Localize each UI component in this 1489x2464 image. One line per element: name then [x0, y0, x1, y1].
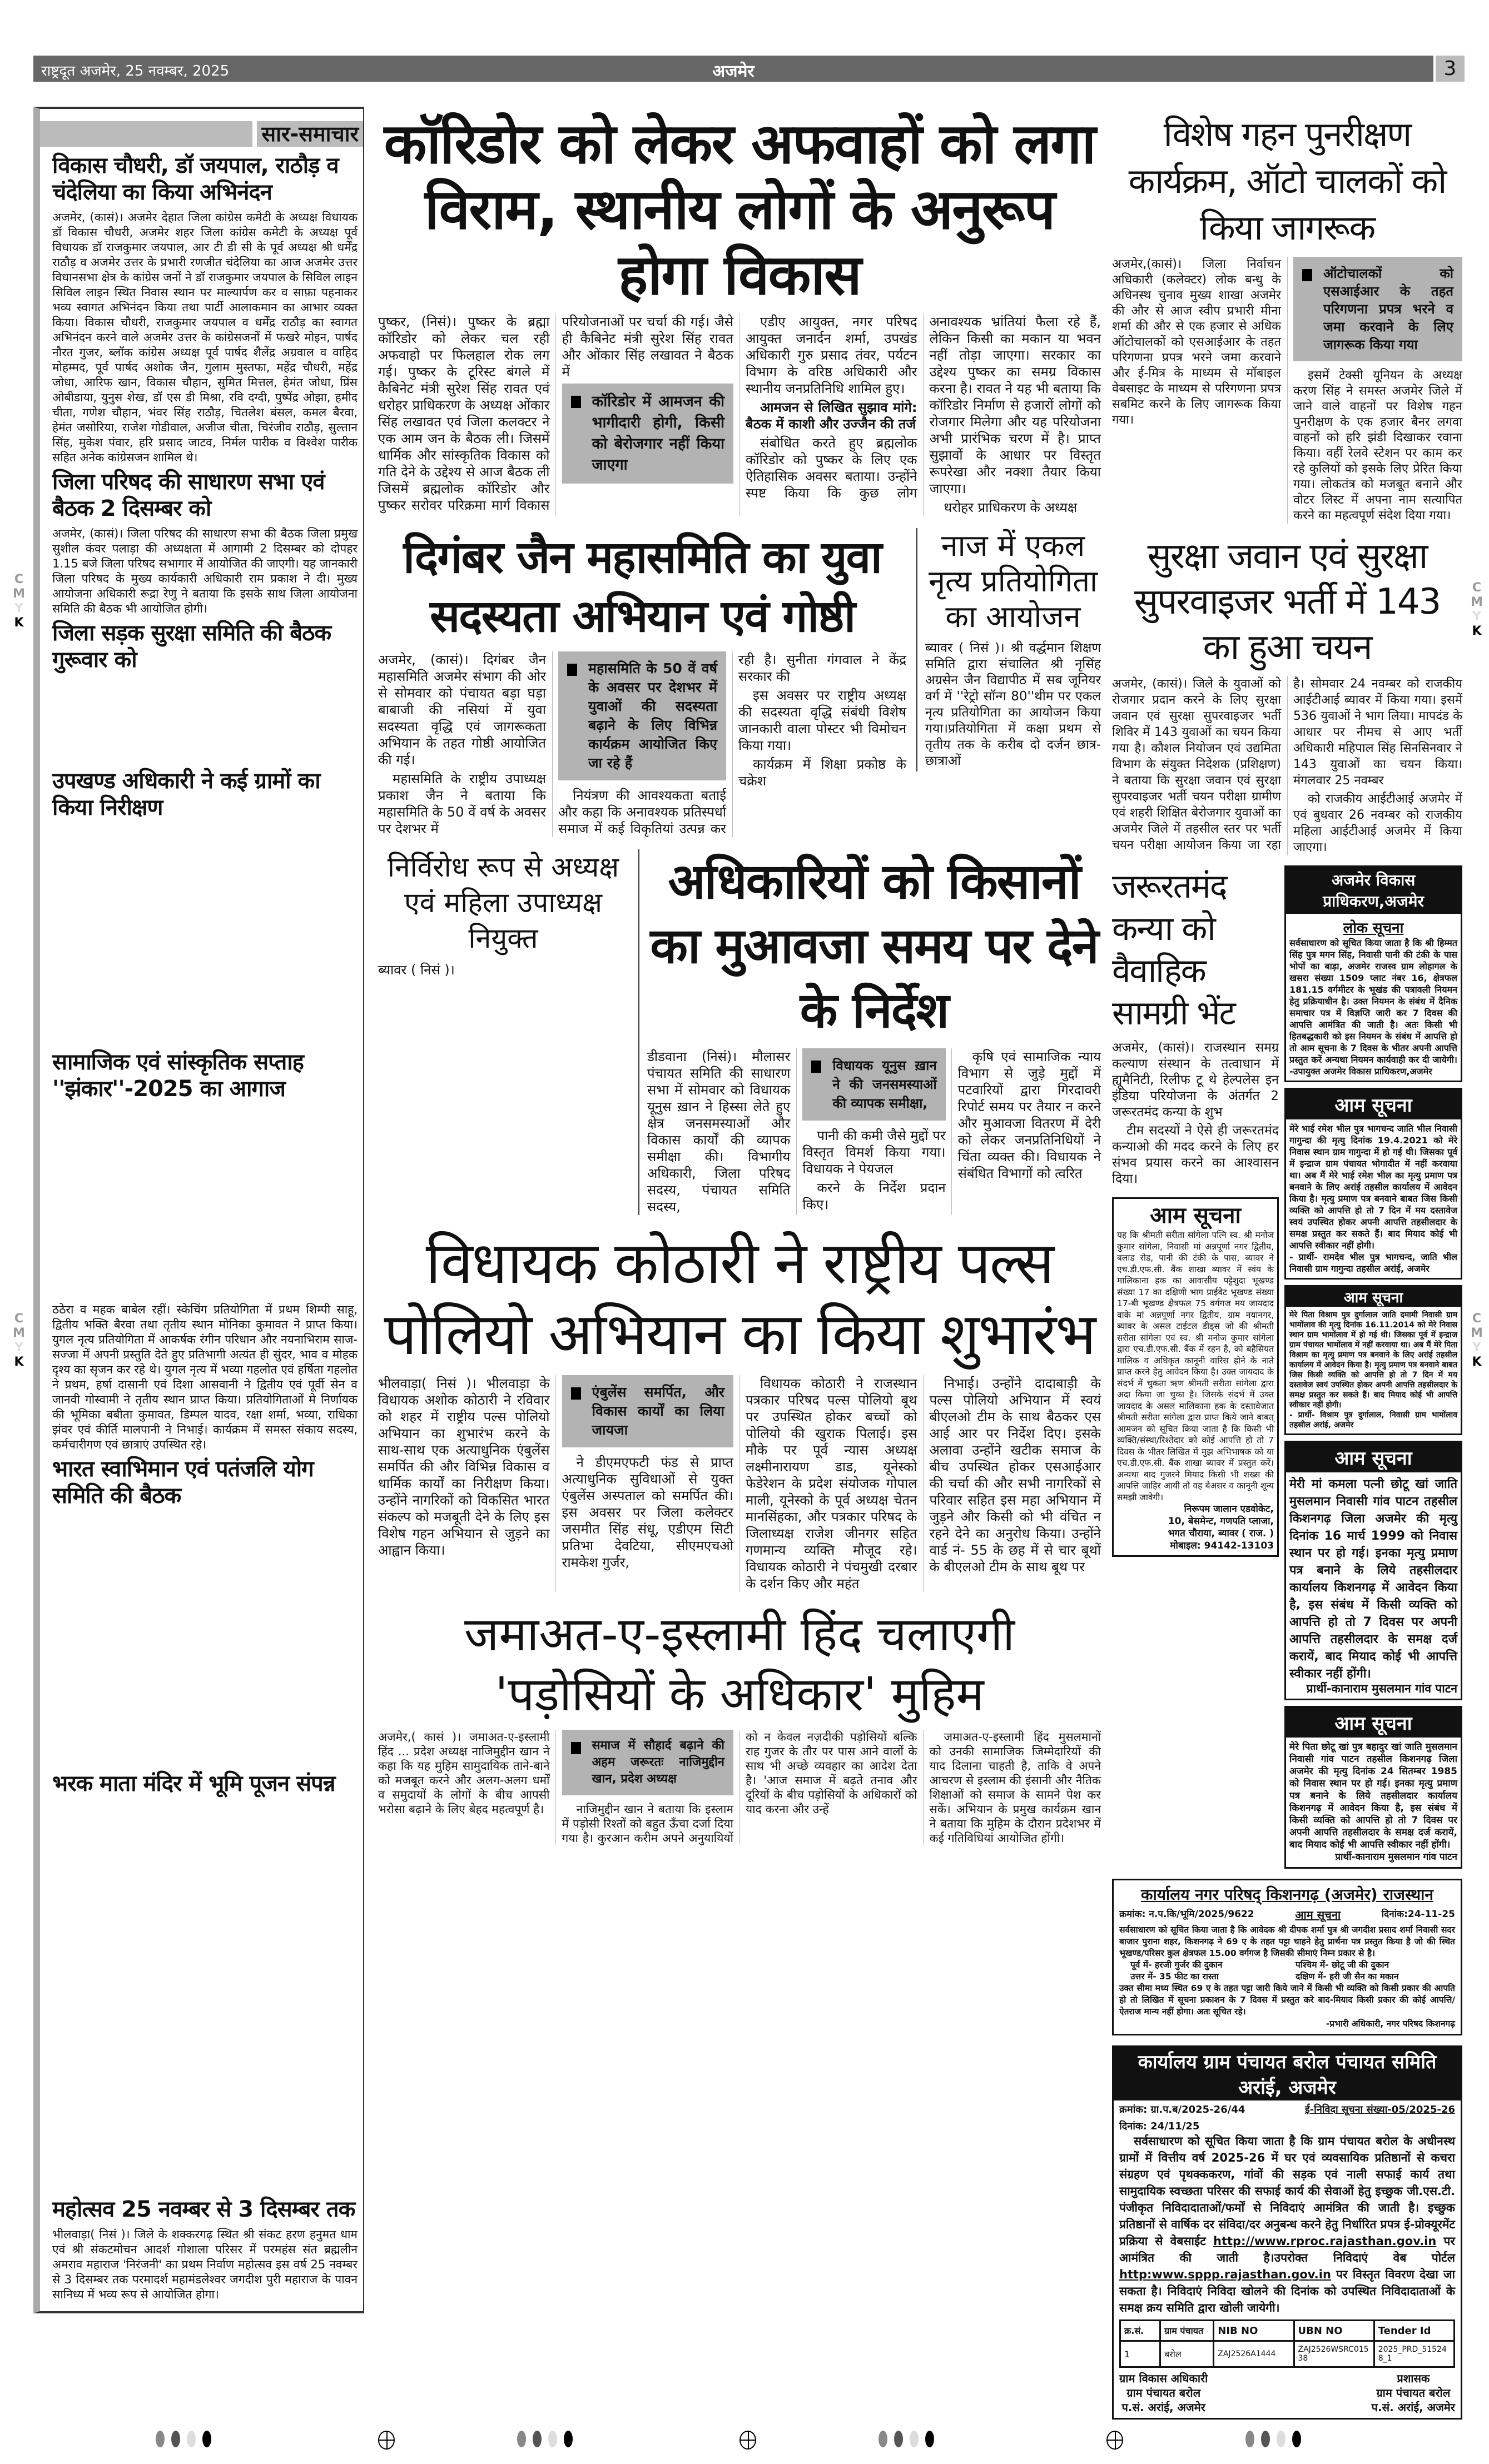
jamaat-highlight: समाज में सौहार्द बढ़ाने की अहम जरूरतः नाजिमुद्दीन खान, प्रदेश अध्यक्ष — [562, 1730, 734, 1795]
public-notice: आम सूचना मेरे भाई रमेश भील पुत्र भागचन्द जाति भील निवासी गागुन्दा की मृत्यु दिनांक 19.4.2021 को मेरे निवास स्थान ग्राम गागुन्दा में हो गई थी। जिसका पूर्व में इन्द्राज ग्राम पंचायत भोगादीत में नहीं करवाया था। अब मैं मेरे भाई रमेश भील का मृत्यु प्रमाण पत्र बनवाने के लिए अरांई तहसील कार्यालय में आवेदन किया है। मृत्यु प्रमाण पत्र बनवाने बाबत जिस किसी व्यक्ति को आपत्ति हो तो 7 दिन में मय दस्तावेज स्वयं उपस्थित होकर अपनी आपत्ति तहसीलदार के समक्ष प्रस्तुत कर सकते हैं। बाद मियाद कोई भी आपत्ति स्वीकार नहीं होगी। - प्रार्थी- रामदेव भील पुत्र भागचन्द, जाति भील निवासी ग्राम गागुन्दा तहसील अरांई, अजमेर — [1284, 1088, 1462, 1280]
page-header — [33, 56, 1433, 82]
brief-story: जिला सड़क सुरक्षा समिति की बैठक गुरूवार को — [52, 620, 331, 673]
registration-target-icon — [1106, 2431, 1123, 2450]
polio-highlight: एंबुलेंस समर्पित, और विकास कार्यों का लिया जायजा — [562, 1375, 734, 1447]
sir-body: अजमेर,(कासं)। जिला निर्वाचन अधिकारी (कलेक्टर) लोक बन्धु के अधिनस्थ चुनाव मुख्य शाखा अजमेर की और से आज स्वीप प्रभारी मीना शर्मा की और से एक हजार से अधिक ऑटोचालकों को एसआईआर के तहत परिगणना प्रपत्र भरने जमा करवाने और ई-मित्र के माध्यम से मॉबाइल वेबसाइट के माध्यम से परिगणना प्रपत्र सबमिट करने के लिए जागरूक किया गया। ऑटोचालकों को एसआईआर के तहत परिगणना प्रपत्र भरने व जमा करवाने के लिए जागरूक किया गया इसमें टेक्सी यूनियन के अध्यक्ष करण सिंह ने समस्त अजमेर जिले में जाने वाले वाहनों पर विशेष गहन पुनरीक्षण के एक हजार बैनर लगवा वाहनों को हरि झंडी दिखाकर रवाना किया। वहीं रेलवे स्टेशन पर काम कर रहे कुलियों को इसके लिए प्रेरित किया गया। लोकतंत्र को मजबूत बनाने और वोटर लिस्ट में अपना नाम सत्यापित करने का महत्वपूर्ण संदेश दिया गया। — [1112, 257, 1462, 522]
public-notice: आम सूचना मेरे पिता विश्राम पुत्र दुर्गालाल जाति दमामी निवासी ग्राम भामोंलाव की मृत्यु दिनांक 16.11.2014 को मेरे निवास स्थान ग्राम भामोंलाव में हो गई थी। जिसका पूर्व में इन्द्राज ग्राम पंचायत भामोंलाव में नहीं करवाया था। अब मैं मेरे पिता विश्राम का मृत्यु प्रमाण पत्र बनवाने के लिए अरांई तहसील कार्यालय में आवेदन किया है। मृत्यु प्रमाण पत्र बनवाने बाबत जिस किसी व्यक्ति को आपत्ति हो तो 7 दिन में मय दस्तावेज स्वयं उपस्थित होकर अपनी आपत्ति तहसीलदार के समक्ष प्रस्तुत कर सकते हैं। बाद मियाद कोई भी आपत्ति स्वीकार नहीं होगी। - प्रार्थी- विश्राम पुत्र दुर्गालाल, निवासी ग्राम भामोंलाव तहसील अरांई, अजमेर — [1284, 1285, 1462, 1435]
tender-table: क्र.सं. ग्राम पंचायत NIB NO UBN NO Tender Id 1 बरोल ZAJ2526A1444 ZAJ2526WSRC01538 2025_PRD_515248_1 — [1119, 2319, 1455, 2368]
right-column-area — [1112, 111, 1462, 2420]
brief-story: भारत स्वाभिमान एवं पतंजलि योग समिति की बैठक — [52, 1456, 314, 1509]
rproc-link[interactable]: http://www.rproc.rajasthan.gov.in — [1213, 2234, 1437, 2248]
right-subcolumn-left — [1112, 865, 1279, 1557]
story-row — [378, 528, 1101, 837]
kanya-headline: जरूरतमंद कन्या को वैवाहिक सामग्री भेंट — [1112, 867, 1235, 1033]
registration-target-icon — [739, 2431, 756, 2450]
compensation-story — [638, 849, 1101, 1215]
cmyk-mark: C M Y K — [1471, 581, 1483, 638]
right-subcolumn-ads — [1284, 865, 1462, 1869]
jamaat-headline: जमाअत-ए-इस्लामी हिंद चलाएगी 'पड़ोसियों के अधिकार' मुहिम — [464, 1607, 1015, 1721]
lead-headline: कॉरिडोर को लेकर अफवाहों को लगा विराम, स्थानीय लोगों के अनुरूप होगा विकास — [384, 111, 1095, 307]
brief-story: उपखण्ड अधिकारी ने कई ग्रामों का किया निरीक्षण — [52, 768, 320, 820]
ada-public-notice: अजमेर विकास प्राधिकरण,अजमेर लोक सूचना सर्वसाधारण को सूचित किया जाता है कि श्री हिम्मत सिंह पुत्र मगन सिंह, निवासी पानी की टंकी के पास भोपों का बाड़ा, अजमेर राजस्व ग्राम लोहागल के खसरा संख्या 1509 प्लाट नंबर 16, क्षेत्रफल 181.15 वर्गमीटर के भूखंड की पत्रावली नियमन हेतु प्रक्रियाधीन है। उक्त नियमन के संबंध में दैनिक समाचार पत्र में विज्ञप्ति जारी कर 7 दिवस की आपत्ति आमंत्रित की जाती है। अतः किसी भी हितबद्धकारी को इस नियमन के संबंध में आपत्ति हो तो आम सूचना के 7 दिवस के भीतर अपनी आपत्ति प्रस्तुत करें अन्यथा नियमन कार्यवाही कर दी जायेगी। -उपायुक्त अजमेर विकास प्राधिकरण,अजमेर — [1284, 865, 1462, 1082]
registration-target-icon — [378, 2431, 395, 2450]
cmyk-mark: C M Y K — [13, 1312, 25, 1369]
lead-story-body: पुष्कर, (निसं)। पुष्कर के ब्रह्मा कॉरिडोर को लेकर चल रही अफवाहो पर फिलहाल रोक लग गई। पुष्कर के टूरिस्ट बंगले में कैबिनेट मंत्री सुरेश सिंह रावत एवं धरोहर प्राधिकरण के अध्यक्ष ओंकार सिंह लखावत एवं जिला कलक्टर ने एक आम जन के बैठक ली। जिसमें धार्मिक और सांस्कृतिक विकास को गति देने के उद्देश्य से आज बैठक ली जिसमें ब्रह्मलोक कॉरिडोर और पुष्कर सरोवर परिक्रमा मार्ग विकास परियोजनाओं पर चर्चा की गई। जैसे ही कैबिनेट मंत्री सुरेश सिंह रावत और ओंकार सिंह लखावत ने बैठक में कॉरिडोर में आमजन की भागीदारी होगी, किसी को बेरोजगार नहीं किया जाएगा एडीए आयुक्त, नगर परिषद आयुक्त जनार्दन शर्मा, उपखंड अधिकारी गुरु प्रसाद तंवर, पर्यटन विभाग के वरिष्ठ अधिकारी और स्थानीय जनप्रतिनिधि शामिल हुए। आमजन से लिखित सुझाव मांगे: बैठक में काशी और उज्जैन की तर्ज संबोधित करते हुए ब्रह्मलोक कॉरिडोर को पुष्कर के लिए एक ऐतिहासिक अवसर बताया। उन्होंने स्पष्ट किया कि कुछ लोग अनावश्यक भ्रांतियां फैला रहे हैं, लेकिन किसी का मकान या भवन नहीं तोड़ा जाएगा। सरकार का उद्देश्य पुष्कर का समग्र विकास करना है। रावत ने यह भी बताया कि कॉरिडोर निर्माण से हजारों लोगों को रोजगार मिलेगा और यह परियोजना अभी प्रारंभिक चरण में है। प्राप्त सुझावों के आधार पर विस्तृत रूपरेखा और नक्शा तैयार किया जाएगा। धरोहर प्राधिकरण के अध्यक्ष — [378, 314, 1101, 515]
dateline: राष्ट्रदूत अजमेर, 25 नवम्बर, 2025 — [41, 63, 230, 79]
digambar-highlight: महासमिति के 50 वें वर्ष के अवसर पर देशभर में युवाओं की सदस्यता बढ़ाने के लिए विभिन्न कार्यक्रम आयोजित किए जा रहे हैं — [558, 651, 726, 780]
cmyk-mark: C M Y K — [1471, 1312, 1483, 1369]
kanya-body: अजमेर, (कासं)। राजस्थान समग्र कल्याण संस्थान के तत्वाधान में ह्यूमैनिटी, रिलीफ टू थे हेल्पलेस इन इंडिया परियोजना के अंतर्गत 2 जरूरतमंद कन्या के शुभ टीम सदस्यों ने ऐसे ही जरूरतमंद कन्याओ की मदद करने के लिए हर संभव प्रयास करने का आश्वासन दिया। — [1112, 1041, 1279, 1186]
brief-story: महोत्सव 25 नवम्बर से 3 दिसम्बर तक भीलवाड़ा( निसं )। जिले के शक्करगढ़ स्थित श्री संकट हरण हनुमत धाम एवं श्री संकटमोचन आदर्श गोशाला परिसर में परमहंस संत ब्रह्मलीन अमराव महाराज 'निरंजनी' का प्रथम निर्वाण महोत्सव इस वर्ष 25 नवम्बर से 3 दिसम्बर तक परमादर्श महामंडलेश्वर जगदीश पुरी महाराज के पावन सानिध्य में भव्य रूप से आयोजित होगा। — [52, 2197, 358, 2301]
naaz-story — [916, 528, 1101, 771]
sppp-link[interactable]: http:www.sppp.rajasthan.gov.in — [1119, 2268, 1331, 2281]
signatory-right: प्रशासक ग्राम पंचायत बरोल प.सं. अरांई, अजमेर — [1371, 2372, 1455, 2414]
sir-highlight: ऑटोचालकों को एसआईआर के तहत परिगणना प्रपत्र भरने व जमा करवाने के लिए जागरूक किया गया — [1293, 257, 1462, 361]
jamaat-story — [378, 1604, 1101, 1845]
brief-story: सामाजिक एवं सांस्कृतिक सप्ताह ''झंकार''-2025 का आगाज ठठेरा व महक बाबेल रहीं। स्केचिंग प्रतियोगिता में प्रथम शिम्पी साहू, द्वितीय भक्ति बैरवा तथा तृतीय स्थान मोनिका कुमावत ने प्राप्त किया। युगल नृत्य प्रतियोगिता में आकर्षक रंगीन परिधान और नयनाभिराम साज-सज्जा में अपनी प्रस्तुति देते हुए प्रतिभागी अत्यंत ही सुंदर, भाव व मोहक दृश्य का सृजन कर रहे थे। युगल नृत्य में भव्या गहलोत एवं हर्षिता गहलोत ने प्रथम, हर्षा दासानी एवं दिशा आसवानी ने द्वितीय एवं पूर्वी सेन व जानवी गोस्वामी ने तृतीय स्थान प्राप्त किया। प्रतियोगिताओं मे निर्णायक की भूमिका बबीता कुमावत, डिम्पल यादव, रक्षा शर्मा, भव्या, राधिका झंवर एवं कीर्ति मालपानी ने निभाई। कार्यक्रम में समस्त संकाय सदस्य, कर्मचारीगण एवं छात्राएं उपस्थित रहे। — [52, 1049, 358, 1451]
lead-highlight: कॉरिडोर में आमजन की भागीदारी होगी, किसी को बेरोजगार नहीं किया जाएगा — [562, 384, 734, 484]
lead-story — [378, 111, 1101, 516]
suraksha-story — [1112, 534, 1462, 855]
color-bar — [517, 2431, 573, 2447]
e-tender-notice: कार्यालय ग्राम पंचायत बरोल पंचायत समिति अरांई, अजमेर क्रमांक: ग्रा.प.ब/2025-26/44 ई-निविदा सूचना संख्या-05/2025-26 दिनांक: 24/11/25 सर्वसाधारण को सूचित किया जाता है कि ग्राम पंचायत बरोल के अधीनस्थ ग्रामों में वित्तीय वर्ष 2025-26 में घर एवं व्यवसायिक प्रतिष्ठानों से कचरा संग्रहण एवं पृथक्ककरण, गांवों की सड़क एवं नाली सफाई कार्य तथा सामुदायिक स्वच्छता परिसर की सफाई कार्य की सेवाओं हेतु इच्छुक जी.एस.टी. पंजीकृत निविदादाताओं/फर्मों से निविदाएं आमंत्रित की जाती है। इच्छुक प्रतिष्ठानों से वार्षिक दर संविदा/दर अनुबन्ध करने हेतु निर्धारित प्रपत्र ई-प्रोक्यूरमेंट प्रक्रिया से वेबसाईट http://www.rproc.rajasthan.gov.in पर आमंत्रित की जाती है।उपरोक्त निविदाएं वेब पोर्टल http:www.sppp.rajasthan.gov.in पर विस्तृत विवरण देखा जा सकता है। निविदाएं निविदा खोलने की दिनांक को उपस्थित निविदादाताओं के समक्ष क्रय समिति द्वारा खोली जायेगी। क्र.सं. ग्राम पंचायत NIB NO UBN NO Tender Id 1 बरोल ZAJ2526A1444 ZAJ2526WSRC01538 2025_PRD_515248_1 ग्राम विकास अधिकारी ग्राम पंचायत बरोल प.सं. अरांई, अजमेर प्रशासक ग्राम पंचायत बरोल प.सं. अरांई, अजमेर — [1112, 2045, 1462, 2420]
advocate-notice: आम सूचना यह कि श्रीमती सरीता सांगेला पत्नि स्व. श्री मनोज कुमार सांगेला, निवासी मां अन्नपूर्णा नगर द्वितीय, बलाड रोड, पानी की टंकी के पास, ब्यावर ने एच.डी.एफ.सी. बैंक शाखा ब्यावर में स्वंय के मालिकाना हक का आवासीय पट्टेशुदा भूखण्ड संख्या 17 का दक्षिणी भाग प्राईवेट भूखण्ड संख्या 17-बी भूखण्ड क्षैत्रफल 75 वर्गगज मय जायदाद वाके मां अन्नपूर्णा नगर द्वितीय, ग्राम नयानगर, ब्यावर के असल टाईटल डीड्स जो की श्रीमती सरीता सांगेला एवं स्व. श्री मनोज कुमार सांगेला द्वारा एच.डी.एफ.सी. बैंक में रहन है, को बहैसियत मालिक व अधिकृत कानूनी वारिस होने के नाते प्राप्त करने हेतु आवेदन किया है। उक्त जायदाद के संदर्भ में चुकता ऋण श्रीमती सरीता सांगेला द्वारा अदा किया जा चुका है। जिसके संदर्भ में उक्त जायदाद के असल मालिकाना हक के दस्तावेजात श्रीमती सरीता सांगेला द्वारा प्राप्त किये जाने बाबत् आमजन को सूचित किया जाता है कि किसी भी व्यक्ति/संस्था/रिश्तेदार को कोई आपत्ति हो तो 7 दिवस के भीतर लिखित में मुझ अभिभाषक को या एच.डी.एफ.सी. बैंक शाखा ब्यावर में प्रस्तुत करें। अन्यथा बाद गुजरने मियाद किसी भी शख्स की आपत्ति जाहिर आयी तो वह बेअसर व कानूनी शून्य समझी जावेगी। निरूपम जालान एडवोकेट, 10, बेसमेन्ट, गणपति प्लाजा, भगत चौराया, ब्यावर ( राज. ) मोबाइल: 94142-13103 — [1112, 1197, 1279, 1557]
suraksha-body: अजमेर, (कासं)। जिले के युवाओं को रोजगार प्रदान करने के लिए सुरक्षा जवान एवं सुरक्षा सुपरवाइजर भर्ती शिविर में 143 युवाओं का चयन किया गया है। कौशल नियोजन एवं उद्यमिता विभाग के संयुक्त निदेशक (प्रशिक्षण) ने बताया कि सुरक्षा जवान एवं सुरक्षा सुपरवाइजर भर्ती चयन परीक्षा ग्रामीण एवं शहरी शिक्षित बेरोजगार युवाओं का अजमेर जिले में तहसील स्तर पर भर्ती चयन परीक्षा आयोजन किया जा रहा है। सोमवार 24 नवम्बर को राजकीय आईटीआई ब्यावर में किया गया। इसमें 536 युवाओं ने भाग लिया। मापदंड के आधार पर नीमच से आए भर्ती अधिकारी महिपाल सिंह सिनसिनवार ने 143 युवाओं का चयन किया। मंगलवार 25 नवम्बर को राजकीय आईटीआई अजमेर में एवं बुधवार 26 नवम्बर को राजकीय महिला आईटीआई अजमेर में किया जाएगा। — [1112, 677, 1462, 854]
section-tag: सार-समाचार — [40, 121, 363, 147]
compensation-highlight: विधायक यूनुस ख़ान ने की जनसमस्याओं की व्यापक समीक्षा, — [802, 1048, 945, 1121]
news-brief-column — [33, 107, 364, 2313]
polio-story — [378, 1227, 1101, 1592]
brief-story: भरक माता मंदिर में भूमि पूजन संपन्न — [52, 1771, 335, 1796]
nirvirodh-body: ब्यावर ( निसं )। — [378, 962, 455, 978]
compensation-body: डीडवाना (निसं)। मौलासर पंचायत समिति की साधारण सभा में सोमवार को विधायक यूनुस ख़ान ने हिस्सा लेते हुए क्षेत्र जनसमस्याओं और विकास कार्यों की व्यापक समीक्षा की। विभागीय अधिकारी, जिला परिषद सदस्य, पंचायत समिति सदस्य, विधायक यूनुस ख़ान ने की जनसमस्याओं की व्यापक समीक्षा, पानी की कमी जैसे मुद्दों पर विस्तृत विमर्श किया गया। विधायक ने पेयजल करने के निर्देश प्रदान किए। कृषि एवं सामाजिक न्याय विभाग से जुड़े मुद्दों में पटवारियों द्वारा गिरदावरी रिपोर्ट समय पर तैयार न करने और मुआवजा वितरण में देरी को लेकर जनप्रतिनिधियों ने चिंता व्यक्त की। विधायक ने संबंधित विभागों को त्वरित — [647, 1049, 1101, 1214]
brief-story: जिला परिषद की साधारण सभा एवं बैठक 2 दिसम्बर को अजमेर, (कासं)। जिला परिषद की साधारण सभा की बैठक जिला प्रमुख सुशील कंवर पलाड़ा की अध्यक्षता में आगामी 2 दिसम्बर को दोपहर 1.15 बजे जिला परिषद सभागार में आयोजित की जाएगी। यह जानकारी जिला परिषद के मुख्य कार्यकारी अधिकारी राम प्रकाश ने दी। मुख्य आयोजना अधिकारी रूद्रा रेणु ने बताया कि इसके साथ जिला आयोजना समिति की बैठक भी आयोजित होगी। — [52, 469, 358, 615]
naaz-headline: नाज में एकल नृत्य प्रतियोगिता का आयोजन — [928, 528, 1098, 634]
main-news-area — [378, 111, 1101, 1845]
sir-story — [1112, 111, 1462, 524]
nirvirodh-story — [378, 849, 628, 980]
polio-body: भीलवाड़ा( निसं )। भीलवाड़ा के विधायक अशोक कोठारी ने रविवार को शहर में राष्ट्रीय पल्स पोलियो अभियान का शुभारंभ करने के साथ-साथ एक अत्याधुनिक एंबुलेंस समर्पित की और विभिन्न विकास व धार्मिक कार्यों का निरीक्षण किया। उन्होंने नागरिकों को विकसित भारत संकल्प को मजबूती देने के लिए इस विशेष गहन अभियान से जुड़ने का आह्वान किया। एंबुलेंस समर्पित, और विकास कार्यों का लिया जायजा ने डीएमएफटी फंड से प्राप्त अत्याधुनिक सुविधाओं से युक्त एंबुलेंस अस्पताल को समर्पित की। इस अवसर पर जिला कलेक्टर जसमीत सिंह संधू, एडीएम सिटी प्रतिभा देवटिया, सीएमएचओ रामकेश गुर्जर, विधायक कोठारी ने राजस्थान पत्रकार परिषद पल्स पोलियो बूथ पर उपस्थित होकर बच्चों को पोलियो की खुराक पिलाई। इस मौके पर पूर्व न्यास अध्यक्ष लक्ष्मीनारायण डाड, यूनेस्को फेडेरेशन के प्रदेश संयोजक गोपाल माली, यूनेस्को के पूर्व अध्यक्ष चेतन मानसिंहका, और पत्रकार परिषद के जिलाध्यक्ष राजेश जीनगर सहित गणमान्य व्यक्ति मौजूद रहे। विधायक कोठारी ने पंचमुखी दरबार के दर्शन किए और महंत निभाई। उन्होंने दादाबाड़ी के पल्स पोलियो अभियान में स्वयं बीएलओ टीम के साथ बैठकर एस आई आर पर निर्देश दिए। इसके अलावा उन्होंने खटीक समाज के बीच उपस्थित होकर एसआईआर की चर्चा की और सभी नागरिकों से परिवार सहित इस महा अभियान में जुड़ने और किसी को भी वंचित न रहने देने का अनुरोध किया। उन्होंने वार्ड नं- 55 के छह में से चार बूथों के बीएलओ टीम के साथ बूथ पर — [378, 1376, 1101, 1591]
brief-story: विकास चौधरी, डॉ जयपाल, राठौड़ व चंदेलिया का किया अभिनंदन अजमेर, (कासं)। अजमेर देहात जिला कांग्रेस कमेटी के अध्यक्ष विधायक डॉ विकास चौधरी, अजमेर शहर जिला कांग्रेस कमेटी के अध्यक्ष पूर्व विधायक डॉ राजकुमार जयपाल, आर टी डी सी के पूर्व अध्यक्ष श्री धर्मेंद्र राठौड़ व अजमेर उत्तर के प्रभारी रणजीत चंदेलिया का आज अजमेर उत्तर विधानसभा क्षेत्र के कांग्रेस जनों ने डॉ राजकुमार जयपाल के सिविल लाइन सिविल लाइन स्थित निवास स्थान पर माल्यार्पण कर व साफ़ा पहनाकर भव्य स्वागत अभिनंदन किया तथा पार्टी आलाकमान का आभार व्यक्त किया। विकास चौधरी, राजकुमार जयपाल व धर्मेंद्र राठौड़ का स्वागत अभिनंदन करने वाले अजमेर उत्तर के कांग्रेसजनों में फखरे मोइन, पार्षद नौरत गुजर, ब्लॉक कांग्रेस अध्यक्ष पूर्व पार्षद शैलेंद्र अग्रवाल व वाहिद मोहम्मद, पूर्व पार्षद अशोक जैन, गुलाम मुस्तफा, महेंद्र चौधरी, महेंद्र जोधा, आरिफ खान, विकास चौहान, सुमित मित्तल, हेमंत जोधा, प्रिंस ओबीडाया, युनुस शेख, डॉ एस डी मिश्रा, रवि दग्दी, पुष्पेंद्र ओझा, हमीद चीता, गणेश चौहान, भंवर सिंह राठौड़, चितलेश बंसल, कमल बैरवा, हेमंत जसोरिया, राजेश गोडीवाल, अजीज चीता, चिरंजीव राठौड़, सुल्तान सिंह, मुकेश पंवार, हरि प्रसाद जाटव, निर्मल पारीक व विश्वेश पारीक सहित अनेक कांग्रेसजन शामिल थे। — [52, 153, 358, 464]
digambar-body: अजमेर, (कासं)। दिगंबर जैन महासमिति अजमेर संभाग की ओर से सोमवार को पंचायत बड़ा घड़ा बाबाजी की नसियां में युवा सदस्यता वृद्धि एवं जागरूकता अभियान के तहत गोष्ठी आयोजित की गई। महासमिति के राष्ट्रीय उपाध्यक्ष प्रकाश जैन ने बताया कि महासमिति के 50 वें वर्ष के अवसर पर देशभर में महासमिति के 50 वें वर्ष के अवसर पर देशभर में युवाओं की सदस्यता बढ़ाने के लिए विभिन्न कार्यक्रम आयोजित किए जा रहे हैं नियंत्रण की आवश्यकता बताई और कहा कि अनावश्यक प्रतिस्पर्धा समाज में कई विकृतियां उत्पन्न कर रही है। सुनीता गंगवाल ने केंद्र सरकार की इस अवसर पर राष्ट्रीय अध्यक्ष की सदस्यता वृद्धि संबंधी विशेष जानकारी वाला पोस्टर भी विमोचन किया गया। कार्यक्रम में शिक्षा प्रकोष्ठ के चक्रेश — [378, 652, 906, 837]
naaz-body: ब्यावर ( निसं )। श्री वर्द्धमान शिक्षण समिति द्वारा संचालित श्री नृसिंह अग्रसेन जैन विद्यापीठ में सब जूनियर वर्ग में ''रेट्रो सॉन्ग 80''थीम पर एकल नृत्य प्रतियोगिता का आयोजन किया गया।प्रतियोगिता में कक्षा प्रथम से तृतीय तक के करीब दो दर्जन छात्र-छात्राओं — [925, 641, 1101, 768]
digambar-story — [378, 528, 906, 837]
color-bar — [156, 2431, 211, 2447]
cmyk-mark: C M Y K — [13, 573, 25, 630]
color-bar — [1245, 2431, 1301, 2447]
public-notice: आम सूचना मेरे पिता छोटू खां पुत्र बहादुर खां जाति मुसलमान निवासी गांव पाटन तहसील किशनगढ़ जिला अजमेर की मृत्यु दिनांक 24 सितम्बर 1985 को निवास स्थान पर हो गई। इनका मृत्यु प्रमाण पत्र बनाने के लिये तहसीलदार कार्यालय किशनगढ़ में आवेदन किया है, इस संबंध में किसी व्यक्ति को आपत्ति हो तो 7 दिवस पर अपनी आपत्ति तहसीलदार के समक्ष दर्ज करायें, बाद मियाद कोई भी आपत्ति स्वीकार नहीं होंगी। प्रार्थी-कानाराम मुसलमान गांव पाटन — [1284, 1706, 1462, 1869]
digambar-headline: दिगंबर जैन महासमिति का युवा सदस्यता अभियान एवं गोष्ठी — [403, 531, 881, 642]
signatory-left: ग्राम विकास अधिकारी ग्राम पंचायत बरोल प.सं. अरांई, अजमेर — [1119, 2372, 1208, 2414]
compensation-headline: अधिकारियों को किसानों का मुआवजा समय पर देने के निर्देश — [650, 853, 1098, 1039]
print-marks — [0, 2431, 1489, 2453]
nirvirodh-headline: निर्विरोध रूप से अध्यक्ष एवं महिला उपाध्यक्ष नियुक्त — [387, 851, 619, 954]
nagar-parishad-notice: कार्यालय नगर परिषद् किशनगढ़ (अजमेर) राजस्थान क्रमांक: न.प.कि/भूमि/2025/9622 आम सूचना दिनांक:24-11-25 सर्वसाधारण को सूचित किया जाता है कि आवेदक श्री दीपक शर्मा पुत्र श्री जगदीश प्रसाद शर्मा निवासी सदर बाजार पुराना शहर, किशनगढ़ ने 69 ए के तहत पट्टा चाहने हेतु प्रार्थना पत्र प्रस्तुत किया है जो की स्थित भूखण्ड/परिसर कुल क्षेत्रफल 15.00 वर्गगज है जिसकी सीमाएं निम्न प्रकार से है। पूर्व में- हरजी गुर्जर की दुकान पश्चिम में- छोटू जी की दुकान उत्तर में- 35 फीट का रास्ता दक्षिण में- हरी जी सैन का मकान उक्त सीमा मध्य स्थित 69 ए के तहत पट्टा जारी किये जाने में किसी भी व्यक्ति को किसी प्रकार की आपति हो तो लिखित में सूचना प्रकाशन के 7 दिवस में प्रस्तुत करे बाद-मियाद किसी प्रकार की कोई आपत्ति/ऐतराज मान्य नहीं होगा। अतः सूचित रहे। -प्रभारी अधिकारी, नगर परिषद किशनगढ़ — [1112, 1879, 1462, 2035]
section-name: अजमेर — [712, 62, 755, 81]
suraksha-headline: सुरक्षा जवान एवं सुरक्षा सुपरवाइजर भर्ती में 143 का हुआ चयन — [1134, 536, 1441, 668]
kanya-story — [1112, 865, 1279, 1189]
sir-headline: विशेष गहन पुनरीक्षण कार्यक्रम, ऑटो चालकों को किया जागरूक — [1128, 114, 1446, 248]
story-row — [378, 849, 1101, 1215]
jamaat-body: अजमेर,( कासं )। जमाअत-ए-इस्लामी हिंद ... प्रदेश अध्यक्ष नाजिमुद्दीन खान ने कहा कि यह मुहिम सामुदायिक ताने-बाने को मजबूत करने और अलग-अलग धर्मों व समुदायों के लोगों के बीच आपसी भरोसा बढ़ाने के लिए बेहद महत्वपूर्ण है। समाज में सौहार्द बढ़ाने की अहम जरूरतः नाजिमुद्दीन खान, प्रदेश अध्यक्ष नाजिमुद्दीन खान ने बताया कि इस्लाम में पड़ोसी रिश्तों को बहुत ऊँचा दर्जा दिया गया है। कुरआन करीम अपने अनुयायियों को न केवल नज़दीकी पड़ोसियों बल्कि राह गुजर के तौर पर पास आने वालों के साथ भी अच्छे व्यवहार का आदेश देता है। 'आज समाज में बढ़ते तनाव और दूरियों के बीच पड़ोसियों के अधिकारों को याद करना और उन्हें जमाअत-ए-इस्लामी हिंद मुसलमानों को उनकी सामाजिक जिम्मेदारियों की याद दिलाना चाहती है, ताकि वे अपने आचरण से इस्लाम की इंसानी और नैतिक शिक्षाओं को समाज के सामने पेश कर सकें। अभियान के प्रमुख कार्यक्रम खान ने बताया कि मुहिम के दौरान प्रदेशभर में कई गतिविधियां आयोजित होंगी। — [378, 1730, 1101, 1845]
polio-headline: विधायक कोठारी ने राष्ट्रीय पल्स पोलियो अभियान का किया शुभारंभ — [384, 1229, 1095, 1368]
color-bar — [878, 2431, 934, 2447]
public-notice: आम सूचना मेरी मां कमला पत्नी छोटू खां जाति मुसलमान निवासी गांव पाटन तहसील किशनगढ़ जिला अजमेर की मृत्यु दिनांक 16 मार्च 1999 को निवास स्थान पर हो गई। इनका मृत्यु प्रमाण पत्र बनाने के लिये तहसीलदार कार्यालय किशनगढ़ में आवेदन किया है, इस संबंध में किसी व्यक्ति को आपत्ति हो तो 7 दिवस पर अपनी आपत्ति तहसीलदार के समक्ष दर्ज करायें, बाद मियाद कोई भी आपत्ति स्वीकार नहीं होंगी। प्रार्थी-कानाराम मुसलमान गांव पाटन — [1284, 1441, 1462, 1700]
page-number: 3 — [1436, 56, 1465, 82]
right-subcolumns — [1112, 865, 1462, 1869]
